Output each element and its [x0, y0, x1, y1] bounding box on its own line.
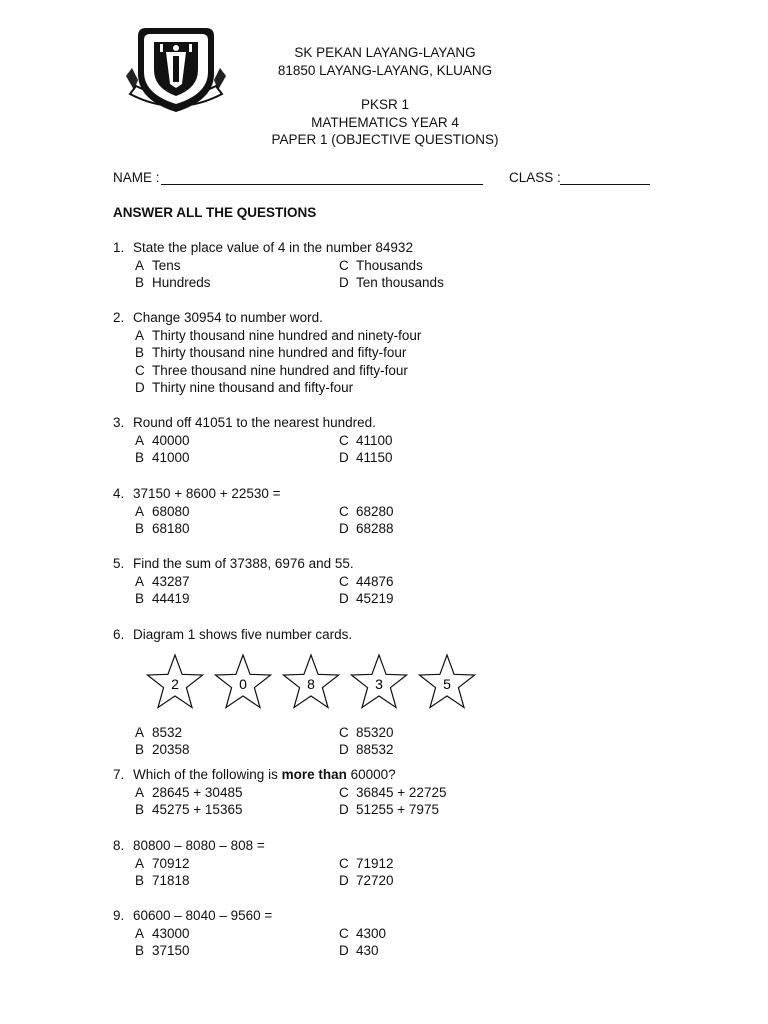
question-7	[113, 766, 673, 819]
number-cards-svg	[145, 650, 485, 716]
option-d[interactable]: D 41150	[339, 450, 393, 465]
question-8	[113, 837, 673, 890]
emphasis-text: more than	[281, 767, 347, 782]
question-3	[113, 414, 673, 467]
option-d[interactable]: D 51255 + 7975	[339, 802, 439, 817]
option-b[interactable]: B Thirty thousand nine hundred and fifty-four	[135, 345, 407, 360]
option-a[interactable]: A 68080	[135, 503, 190, 519]
option-list	[135, 925, 673, 960]
question-4	[113, 485, 673, 538]
paper-title: PAPER 1 (OBJECTIVE QUESTIONS)	[271, 132, 499, 147]
option-c[interactable]: C Thousands	[339, 257, 423, 273]
question-1	[113, 239, 673, 292]
option-d[interactable]: D Thirty nine thousand and fifty-four	[135, 380, 354, 395]
number-cards-diagram	[113, 650, 673, 720]
option-list	[135, 432, 673, 467]
number-card-digit: 0	[239, 675, 247, 692]
option-c[interactable]: C 68280	[339, 503, 394, 519]
option-list	[135, 257, 673, 292]
question-9	[113, 907, 673, 960]
question-stem: 3. Round off 41051 to the nearest hundred.	[113, 415, 376, 430]
option-d[interactable]: D 68288	[339, 521, 394, 536]
question-2	[113, 309, 673, 397]
question-stem: 6. Diagram 1 shows five number cards.	[113, 627, 353, 642]
question-stem: 5. Find the sum of 37388, 6976 and 55.	[113, 556, 354, 571]
option-d[interactable]: D 72720	[339, 873, 394, 888]
option-a[interactable]: A 8532	[135, 724, 183, 740]
option-a[interactable]: A Thirty thousand nine hundred and ninety-four	[135, 327, 422, 343]
school-name: SK PEKAN LAYANG-LAYANG	[294, 45, 476, 60]
number-card-digit: 8	[307, 675, 315, 692]
question-stem: 9. 60600 – 8040 – 9560 =	[113, 908, 273, 923]
option-b[interactable]: B 41000	[135, 450, 190, 465]
option-d[interactable]: D 45219	[339, 591, 394, 606]
option-b[interactable]: B 44419	[135, 591, 190, 606]
instruction-heading: ANSWER ALL THE QUESTIONS	[113, 205, 317, 220]
option-b[interactable]: B Hundreds	[135, 275, 211, 290]
number-card-digit: 2	[171, 675, 179, 692]
option-c[interactable]: C 4300	[339, 925, 387, 941]
option-c[interactable]: C 44876	[339, 573, 394, 589]
subject-title: MATHEMATICS YEAR 4	[311, 114, 459, 130]
exam-header	[250, 44, 520, 149]
option-list	[135, 724, 673, 759]
option-a[interactable]: A 28645 + 30485	[135, 784, 243, 800]
name-label: NAME :	[113, 170, 160, 185]
name-blank-line[interactable]	[161, 184, 483, 185]
number-card-digit: 3	[375, 675, 383, 692]
option-a[interactable]: A 43000	[135, 925, 190, 941]
question-stem: 4. 37150 + 8600 + 22530 =	[113, 486, 281, 501]
option-b[interactable]: B 68180	[135, 521, 190, 536]
option-c[interactable]: C 85320	[339, 724, 394, 740]
student-info-row	[113, 170, 673, 190]
option-a[interactable]: A 40000	[135, 432, 190, 448]
option-d[interactable]: D 88532	[339, 742, 394, 757]
option-list	[135, 784, 673, 819]
option-d[interactable]: D 430	[339, 943, 379, 958]
option-list	[135, 855, 673, 890]
number-card-digit: 5	[443, 675, 451, 692]
option-b[interactable]: B 20358	[135, 742, 190, 757]
option-c[interactable]: C 41100	[339, 432, 393, 448]
question-6	[113, 626, 673, 759]
question-stem: 2. Change 30954 to number word.	[113, 310, 323, 325]
class-label: CLASS :	[509, 170, 561, 185]
school-crest-logo	[122, 24, 230, 118]
option-b[interactable]: B 71818	[135, 873, 190, 888]
class-blank-line[interactable]	[560, 184, 650, 185]
question-stem: 1. State the place value of 4 in the number 84932	[113, 240, 413, 255]
option-c[interactable]: C 36845 + 22725	[339, 784, 447, 800]
question-stem: 7. Which of the following is more than 60000?	[113, 767, 396, 782]
option-a[interactable]: A Tens	[135, 257, 181, 273]
exam-title: PKSR 1	[360, 97, 410, 112]
option-list	[135, 573, 673, 608]
question-5	[113, 555, 673, 608]
option-a[interactable]: A 43287	[135, 573, 190, 589]
question-stem: 8. 80800 – 8080 – 808 =	[113, 838, 265, 853]
option-b[interactable]: B 37150	[135, 943, 190, 958]
option-a[interactable]: A 70912	[135, 855, 190, 871]
school-address: 81850 LAYANG-LAYANG, KLUANG	[277, 62, 493, 78]
option-d[interactable]: D Ten thousands	[339, 275, 444, 290]
option-b[interactable]: B 45275 + 15365	[135, 802, 243, 817]
option-c[interactable]: C 71912	[339, 855, 394, 871]
option-list	[135, 327, 673, 397]
option-c[interactable]: C Three thousand nine hundred and fifty-four	[135, 362, 408, 378]
option-list	[135, 503, 673, 538]
